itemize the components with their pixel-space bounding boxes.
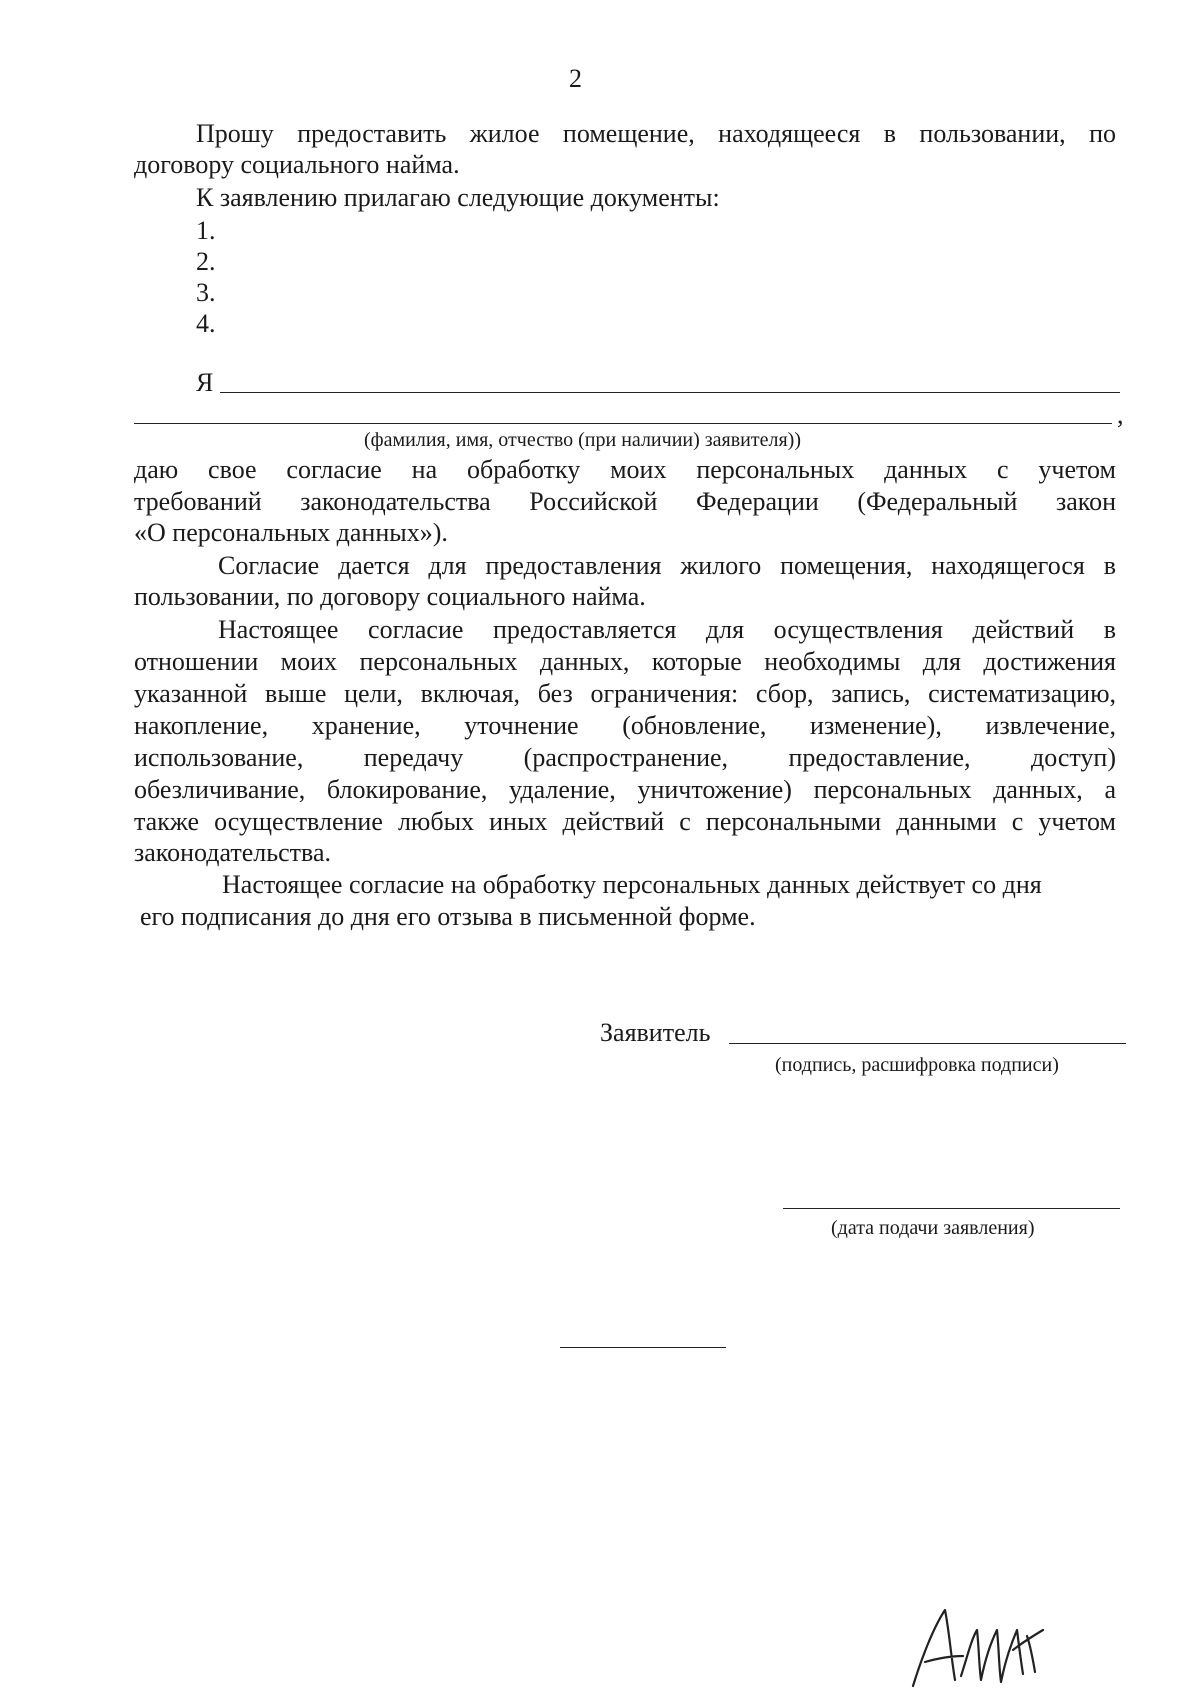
- attachments-heading: К заявлению прилагаю следующие документы:: [196, 183, 720, 212]
- request-line-2: договору социального найма.: [134, 150, 460, 179]
- consent-p1-line-3: «О персональных данных»).: [134, 518, 448, 547]
- signature-caption: (подпись, расшифровка подписи): [775, 1054, 1059, 1076]
- name-comma: ,: [1117, 400, 1124, 429]
- date-line: [783, 1208, 1120, 1209]
- page-number: 2: [569, 64, 582, 93]
- consent-p3-line-5: использование, передачу (распространение, предоставление, доступ): [134, 743, 1116, 772]
- applicant-label: Заявитель: [600, 1018, 711, 1047]
- consent-p4-line-2: его подписания до дня его отзыва в письменной форме.: [140, 902, 756, 931]
- attachment-item-1: 1.: [196, 216, 216, 245]
- attachment-item-2: 2.: [196, 247, 216, 276]
- end-divider: [560, 1347, 726, 1348]
- name-line-1: [220, 392, 1120, 393]
- consent-p4-line-1: Настоящее согласие на обработку персональных данных действует со дня: [222, 870, 1042, 899]
- consent-p3-line-1: Настоящее согласие предоставляется для осуществления действий в: [218, 615, 1116, 644]
- name-line-2: [134, 423, 1112, 424]
- consent-p3-line-6: обезличивание, блокирование, удаление, уничтожение) персональных данных, а: [134, 775, 1116, 804]
- consent-i-label: Я: [196, 368, 214, 397]
- date-caption: (дата подачи заявления): [831, 1217, 1035, 1239]
- consent-p2-line-1: Согласие дается для предоставления жилого помещения, находящегося в: [218, 551, 1116, 580]
- request-line-1: Прошу предоставить жилое помещение, находящееся в пользовании, по: [196, 119, 1116, 148]
- consent-p3-line-3: указанной выше цели, включая, без ограничения: сбор, запись, систематизацию,: [134, 679, 1116, 708]
- consent-p3-line-4: накопление, хранение, уточнение (обновление, изменение), извлечение,: [134, 711, 1116, 740]
- signature-line: [729, 1043, 1126, 1044]
- handwritten-initials-mark: [905, 1600, 1055, 1690]
- consent-p3-line-8: законодательства.: [134, 838, 331, 867]
- consent-p3-line-2: отношении моих персональных данных, которые необходимы для достижения: [134, 647, 1116, 676]
- consent-p3-line-7: также осуществление любых иных действий с персональными данными с учетом: [134, 807, 1116, 836]
- consent-p2-line-2: пользовании, по договору социального найма.: [134, 582, 646, 611]
- consent-p1-line-1: даю свое согласие на обработку моих персональных данных с учетом: [134, 455, 1116, 484]
- attachment-item-4: 4.: [196, 309, 216, 338]
- name-caption: (фамилия, имя, отчество (при наличии) заявителя)): [364, 429, 802, 451]
- consent-p1-line-2: требований законодательства Российской Федерации (Федеральный закон: [134, 487, 1116, 516]
- attachment-item-3: 3.: [196, 278, 216, 307]
